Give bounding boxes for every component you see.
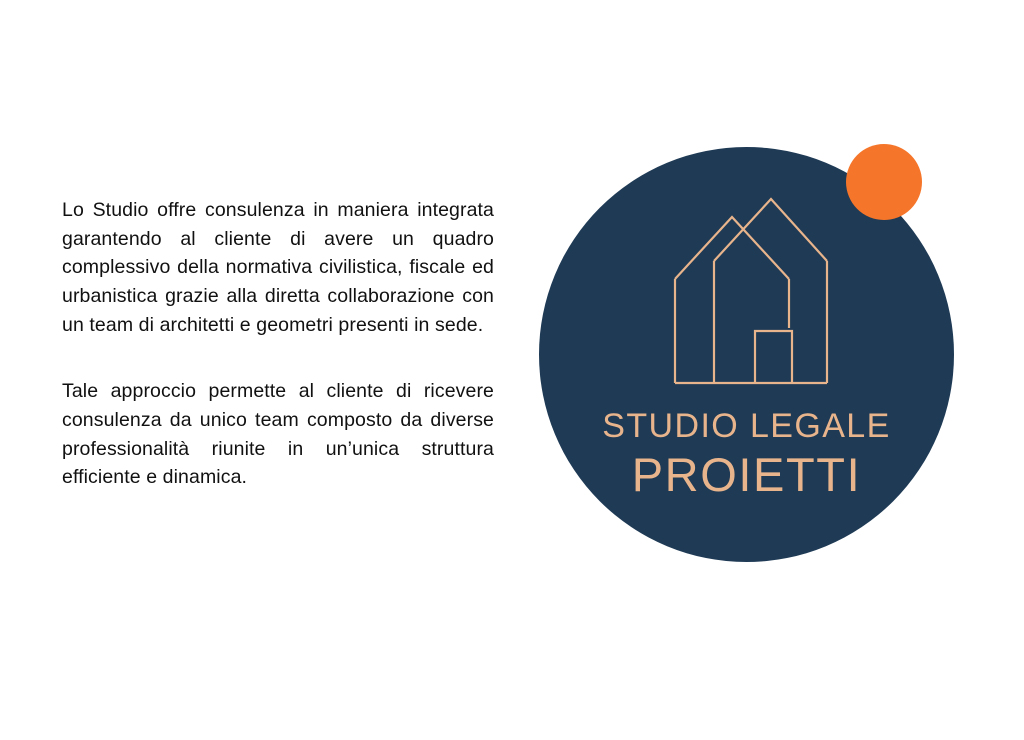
paragraph-intro: Lo Studio offre consulenza in maniera integrata garantendo al cliente di avere un quadro complessivo della normativa civilistica, fiscale ed urbanistica grazie alla diretta collaborazione con un team di architetti e geometri presenti in sede. bbox=[62, 199, 494, 336]
text-column bbox=[62, 196, 494, 492]
logo-title-line1: STUDIO LEGALE bbox=[602, 407, 891, 445]
logo-wordmark bbox=[539, 409, 954, 501]
house-outline-icon bbox=[659, 183, 839, 398]
paragraph-approach: Tale approccio permette al cliente di ricevere consulenza da unico team composto da diverse professionalità riunite in un’unica struttura efficiente e dinamica. bbox=[62, 380, 494, 489]
logo-area bbox=[520, 120, 990, 610]
logo-content bbox=[539, 147, 954, 562]
logo-title-line2: PROIETTI bbox=[631, 447, 862, 501]
